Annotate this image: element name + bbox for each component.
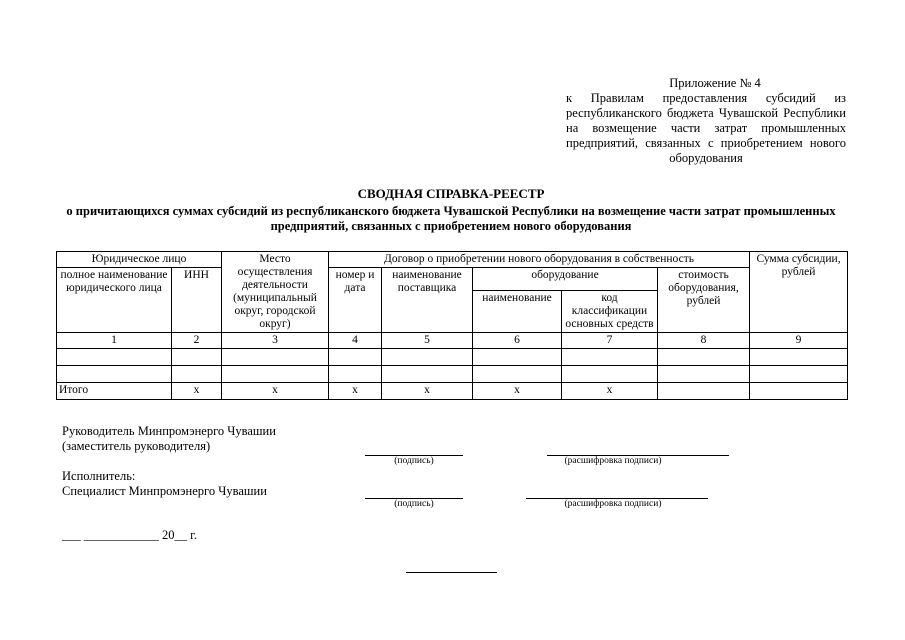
header-full-name: полное наименование юридического лица	[57, 268, 172, 333]
column-number: 5	[382, 333, 473, 349]
total-cell: х	[172, 383, 222, 400]
document-title: СВОДНАЯ СПРАВКА-РЕЕСТР	[357, 186, 545, 201]
document-title-block	[56, 186, 846, 234]
appendix-text: к Правилам предоставления субсидий из республиканского бюджета Чувашской Республики на возмещение части затрат промышленных предприятий, связанных с приобретением нового оборудования	[566, 91, 846, 165]
column-number-row	[57, 333, 848, 349]
header-inn: ИНН	[172, 268, 222, 333]
column-number: 4	[329, 333, 382, 349]
appendix-number: Приложение № 4	[669, 76, 761, 90]
table-row	[57, 349, 848, 366]
column-number: 6	[473, 333, 562, 349]
table-row	[57, 366, 848, 383]
column-number: 9	[750, 333, 848, 349]
head-signature-label	[62, 424, 276, 454]
header-equipment: оборудование	[473, 268, 658, 291]
column-number: 2	[172, 333, 222, 349]
total-cell: х	[382, 383, 473, 400]
header-place: Место осуществления деятельности (муниципальный округ, городской округ)	[222, 252, 329, 333]
header-supplier: наименование поставщика	[382, 268, 473, 333]
header-equipment-code: код классификации основных средств	[562, 291, 658, 333]
executor-title: Исполнитель:	[62, 469, 136, 483]
head-deputy: (заместитель руководителя)	[62, 439, 211, 453]
appendix-block	[566, 76, 846, 166]
column-number: 1	[57, 333, 172, 349]
header-cost: стоимость оборудования, рублей	[658, 268, 750, 333]
header-legal-entity: Юридическое лицо	[57, 252, 222, 268]
date-line: ___ ____________ 20__ г.	[62, 528, 197, 542]
column-number: 7	[562, 333, 658, 349]
total-label: Итого	[57, 383, 172, 400]
registry-table	[56, 251, 848, 400]
header-subsidy-sum: Сумма субсидии, рублей	[750, 252, 848, 333]
total-row	[57, 383, 848, 400]
header-equipment-name: наименование	[473, 291, 562, 333]
document-subtitle: о причитающихся суммах субсидий из республиканского бюджета Чувашской Республики на возмещение части затрат промышленных предприятий, связанных с приобретением нового оборудования	[66, 204, 836, 233]
total-cell: х	[562, 383, 658, 400]
signature-caption: (подпись)	[394, 456, 434, 466]
decoding-caption: (расшифровка подписи)	[564, 499, 662, 509]
total-cell: х	[329, 383, 382, 400]
total-cell: х	[222, 383, 329, 400]
bottom-separator-line	[406, 572, 497, 573]
executor-signature-label	[62, 469, 267, 499]
header-contract: Договор о приобретении нового оборудования в собственность	[329, 252, 750, 268]
column-number: 3	[222, 333, 329, 349]
total-cell	[658, 383, 750, 400]
decoding-caption: (расшифровка подписи)	[564, 456, 662, 466]
total-cell: х	[473, 383, 562, 400]
head-title: Руководитель Минпромэнерго Чувашии	[62, 424, 276, 438]
signature-caption: (подпись)	[394, 499, 434, 509]
total-cell	[750, 383, 848, 400]
column-number: 8	[658, 333, 750, 349]
header-number-date: номер и дата	[329, 268, 382, 333]
executor-position: Специалист Минпромэнерго Чувашии	[62, 484, 267, 498]
